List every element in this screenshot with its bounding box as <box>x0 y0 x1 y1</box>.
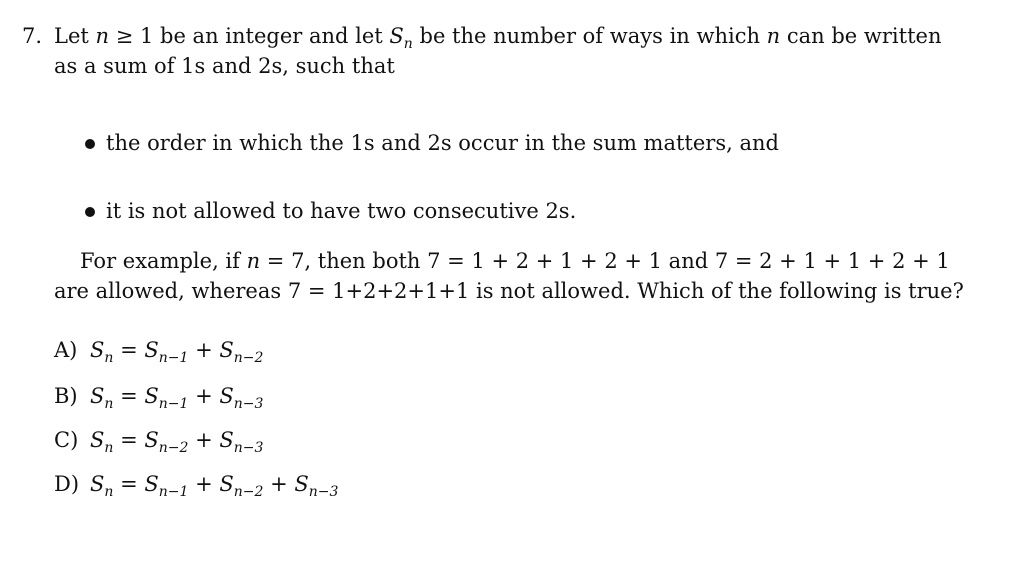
option-a[interactable] <box>54 338 263 366</box>
plus-sign: + <box>188 338 220 362</box>
equals-sign: = <box>113 384 145 408</box>
option-c[interactable] <box>54 428 263 456</box>
option-label: A) <box>54 338 78 362</box>
var-s: S <box>144 472 159 496</box>
stem-text-b: ≥ 1 be an integer and let <box>109 24 390 48</box>
var-s-subscript: n−1 <box>158 484 189 500</box>
equals-sign: = <box>113 338 145 362</box>
var-s: S <box>90 428 105 452</box>
var-s-subscript: n−1 <box>158 396 189 412</box>
var-s: S <box>294 472 309 496</box>
var-s-subscript: n <box>104 484 114 500</box>
question-number: 7. <box>22 24 43 48</box>
var-s-subscript: n−2 <box>233 350 264 366</box>
var-s: S <box>219 338 234 362</box>
var-s: S <box>90 384 105 408</box>
plus-sign: + <box>188 384 220 408</box>
var-s: S <box>219 428 234 452</box>
bullet-item-consecutive: it is not allowed to have two consecutive 2s. <box>106 199 577 223</box>
option-label: B) <box>54 384 78 408</box>
var-n: n <box>95 24 110 48</box>
var-s-subscript: n−3 <box>233 440 264 456</box>
option-d[interactable] <box>54 472 338 500</box>
var-s: S <box>90 472 105 496</box>
var-s-subscript: n <box>104 396 114 412</box>
var-s: S <box>219 472 234 496</box>
example-line1 <box>80 249 950 273</box>
bullet-item-order: the order in which the 1s and 2s occur in the sum matters, and <box>106 131 779 155</box>
var-n: n <box>766 24 781 48</box>
var-s: S <box>389 24 404 48</box>
plus-sign: + <box>263 472 295 496</box>
var-n: n <box>246 249 261 273</box>
example-text-a: For example, if <box>80 249 247 273</box>
var-s-subscript: n−3 <box>308 484 339 500</box>
bullet-icon <box>85 139 95 149</box>
var-s: S <box>144 338 159 362</box>
var-s-subscript: n <box>104 440 114 456</box>
var-s-subscript: n <box>104 350 114 366</box>
var-s: S <box>144 428 159 452</box>
option-label: C) <box>54 428 79 452</box>
bullet-icon <box>85 207 95 217</box>
stem-text-d: can be written <box>780 24 942 48</box>
option-label: D) <box>54 472 80 496</box>
plus-sign: + <box>188 428 220 452</box>
example-text-b: = 7, then both 7 = 1 + 2 + 1 + 2 + 1 and 7 = 2 + 1 + 1 + 2 + 1 <box>260 249 950 273</box>
option-b[interactable] <box>54 384 263 412</box>
question-stem-line1 <box>54 24 941 52</box>
var-s: S <box>219 384 234 408</box>
question-stem-line2: as a sum of 1s and 2s, such that <box>54 54 395 78</box>
stem-text-a: Let <box>54 24 96 48</box>
equals-sign: = <box>113 428 145 452</box>
example-line2: are allowed, whereas 7 = 1+2+2+1+1 is not allowed. Which of the following is true? <box>54 279 964 303</box>
plus-sign: + <box>188 472 220 496</box>
var-s: S <box>144 384 159 408</box>
var-s: S <box>90 338 105 362</box>
var-s-subscript: n−1 <box>158 350 189 366</box>
var-s-subscript: n−3 <box>233 396 264 412</box>
var-s-subscript: n−2 <box>233 484 264 500</box>
var-s-subscript: n <box>403 36 413 52</box>
equals-sign: = <box>113 472 145 496</box>
var-s-subscript: n−2 <box>158 440 189 456</box>
stem-text-c: be the number of ways in which <box>412 24 767 48</box>
